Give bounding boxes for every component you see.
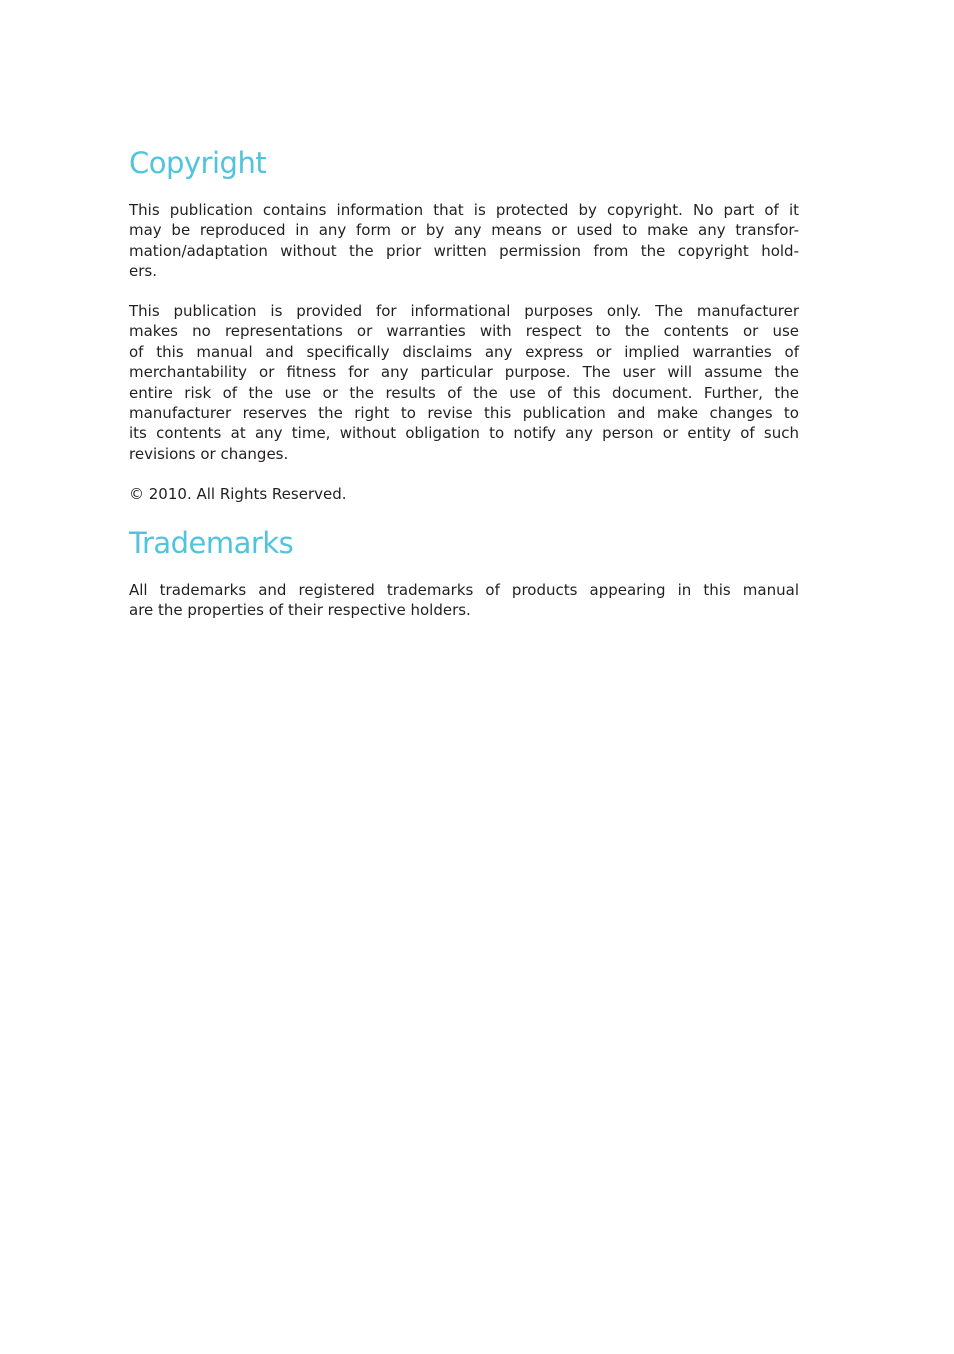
- copyright-paragraph-2: [129, 301, 799, 464]
- trademarks-heading: Trademarks: [129, 526, 294, 560]
- text-line: entire risk of the use or the results of the use of this document. Further, the: [129, 383, 799, 402]
- text-line: revisions or changes.: [129, 444, 289, 463]
- trademarks-paragraph: [129, 580, 799, 621]
- text-line: This publication contains information that is protected by copyright. No part of it: [129, 201, 799, 219]
- copyright-notice: [129, 484, 799, 504]
- text-line: merchantability or fitness for any particular purpose. The user will assume the: [129, 363, 799, 382]
- text-line: All trademarks and registered trademarks of products appearing in this manual: [129, 581, 799, 599]
- copyright-heading: Copyright: [129, 146, 267, 180]
- text-line: manufacturer reserves the right to revise this publication and make changes to: [129, 403, 799, 422]
- text-line: are the properties of their respective holders.: [129, 601, 471, 620]
- copyright-paragraph-1: [129, 200, 799, 282]
- text-line: its contents at any time, without obligation to notify any person or entity of such: [129, 424, 799, 443]
- text-line: may be reproduced in any form or by any means or used to make any transfor-: [129, 221, 799, 240]
- text-line: mation/adaptation without the prior written permission from the copyright hold-: [129, 241, 799, 260]
- text-line: of this manual and specifically disclaims any express or implied warranties of: [129, 342, 799, 361]
- text-line: ers.: [129, 262, 157, 281]
- text-line: This publication is provided for informational purposes only. The manufacturer: [129, 302, 799, 320]
- text-line: © 2010. All Rights Reserved.: [129, 485, 347, 503]
- text-line: makes no representations or warranties with respect to the contents or use: [129, 322, 799, 341]
